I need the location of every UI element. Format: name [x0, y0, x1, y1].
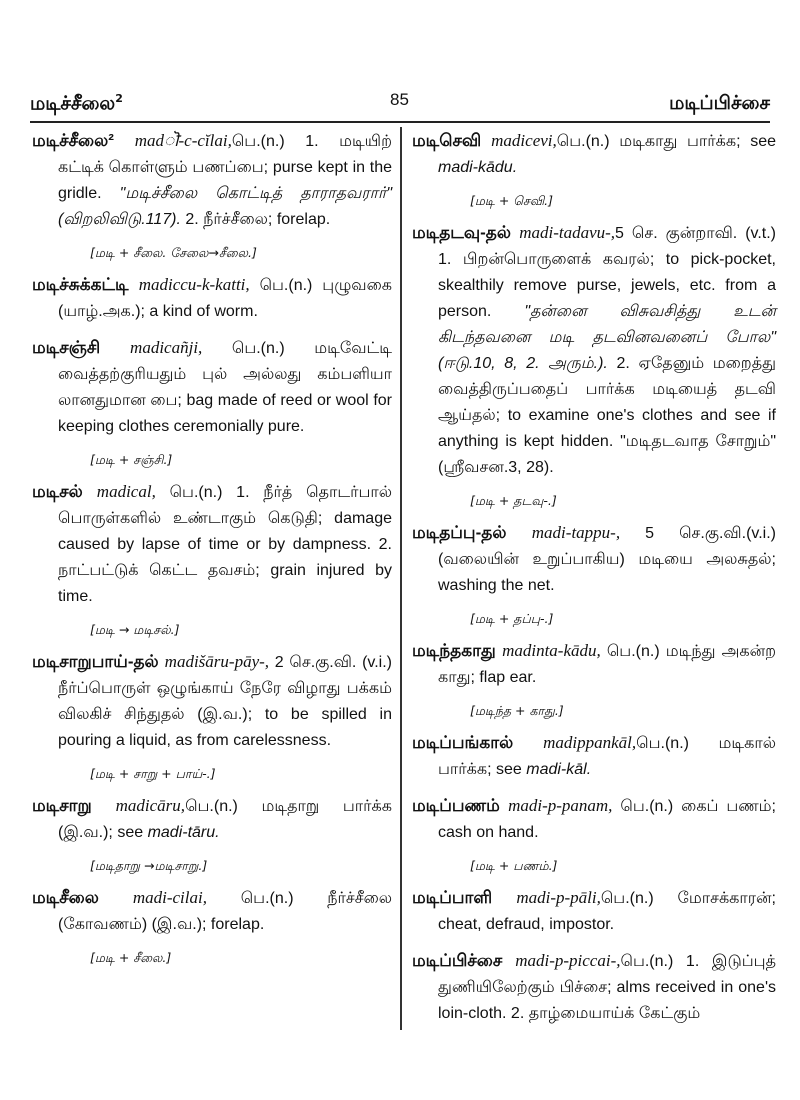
entry-quotation: madi-kāl.: [526, 761, 592, 778]
entry-definition: 5 செ. குன்றாவி. (v.t.) 1. பிறன்பொருளைக் கவரல்; to pick-pocket, skealthily remove purse, jewels, etc. from a person.: [438, 225, 776, 320]
column-divider: [400, 127, 402, 1030]
entry-transliteration: madi-p-piccai-,: [515, 951, 621, 970]
running-head-right: மடிப்பிச்சை: [669, 92, 770, 114]
dictionary-entry: [32, 479, 392, 610]
dictionary-entry: [412, 520, 776, 599]
entry-definition: பெ.(n.) புழுவகை (யாழ்.அக.); a kind of worm.: [58, 277, 392, 320]
dictionary-entry: [412, 220, 776, 481]
entry-headword: மடிசாறுபாய்-தல்: [32, 652, 165, 671]
entry-definition: பெ.(n.) மடிகாது பார்க்க; see: [556, 133, 776, 150]
entry-headword: மடிப்பாளி: [412, 888, 517, 907]
entry-definition: 5 செ.கு.வி.(v.i.) (வலையின் உறுப்பாகிய) மடியை அலசுதல்; washing the net.: [438, 525, 776, 594]
entry-transliteration: madicañji,: [130, 338, 203, 357]
entry-headword: மடிச்சீலை²: [32, 131, 135, 150]
entry-headword: மடிதடவு-தல்: [412, 223, 520, 242]
running-head-left: மடிச்சீலை$^2$: [30, 92, 123, 115]
entry-headword: மடிசெவி: [412, 131, 492, 150]
entry-quotation: madi-tāru.: [147, 824, 220, 841]
entry-transliteration: madi-p-panam,: [508, 796, 613, 815]
entry-etymology: [மடி + சஞ்சி.]: [90, 452, 173, 467]
dictionary-entry: [32, 885, 392, 938]
dictionary-entry: [32, 335, 392, 440]
entry-headword: மடிப்பணம்: [412, 796, 509, 815]
entry-definition: பெ.(n.) மடிதாறு பார்க்க (இ.வ.); see: [58, 798, 392, 841]
entry-definition: 2 செ.கு.வி. (v.i.) நீர்ப்பொருள் ஒழுங்காய் நேரே விழாது பக்கம் விலகிச் சிந்துதல் (இ.வ.); to be spilled in pouring a liquid, as from carelessness.: [58, 654, 392, 749]
right-column: [412, 118, 776, 1027]
entry-definition: பெ.(n.) கைப் பணம்; cash on hand.: [438, 798, 777, 841]
entry-definition-cont: 2. ஏதேனும் மறைத்து வைத்திருப்பதைப் பார்க்க மடியைத் தடவி ஆய்தல்; to examine one's clothes and see if anything is kept hidden. "மடிதடவாத சோறும்" (ஸ்ரீவசன.3, 28).: [438, 355, 776, 476]
dictionary-entry: [32, 128, 392, 233]
entry-transliteration: madicevi,: [491, 131, 557, 150]
entry-etymology: [மடி + செவி.]: [470, 193, 554, 208]
left-column: [32, 118, 392, 973]
entry-etymology: [மடி + சாறு + பாய்-.]: [90, 766, 216, 781]
entry-etymology: [மடி → மடிசல்.]: [90, 622, 180, 637]
entry-transliteration: madi-p-pāli,: [516, 888, 601, 907]
entry-etymology: [மடிதாறு →மடிசாறு.]: [90, 858, 208, 873]
dictionary-entry: [412, 128, 776, 181]
entry-headword: மடிப்பங்கால்: [412, 733, 544, 752]
entry-definition: பெ.(n.) 1. மடியிற் கட்டிக் கொள்ளும் பணப்பை; purse kept in the gridle.: [58, 133, 392, 202]
entry-headword: மடிச்சுக்கட்டி: [32, 275, 139, 294]
entry-definition: பெ.(n.) நீர்ச்சீலை (கோவணம்) (இ.வ.); forelap.: [58, 890, 393, 933]
entry-etymology: [மடிந்த + காது.]: [470, 703, 564, 718]
dictionary-entry: [412, 793, 776, 846]
entry-headword: மடிசாறு: [32, 796, 116, 815]
entry-transliteration: madinta-kādu,: [502, 641, 601, 660]
entry-quotation: "தன்னை விசுவசித்து உடன் கிடந்தவனை மடி தடவினவனைப் போல" (ஈடு.10, 8, 2. அரும்.).: [438, 303, 777, 372]
entry-transliteration: madॊ-c-cĭlai,: [134, 131, 232, 150]
entry-definition: பெ.(n.) 1. நீர்த் தொடர்பால் பொருள்களில் உண்டாகும் கெடுதி; damage caused by lapse of time or by dampness. 2. நாட்பட்டுக் கெட்ட தவசம்; grain injured by time.: [58, 484, 392, 605]
entry-transliteration: madi-tappu-,: [531, 523, 621, 542]
dictionary-entry: [412, 638, 776, 691]
dictionary-entry: [412, 948, 776, 1027]
entry-definition: பெ.(n.) 1. இடுப்புத் துணியிலேற்கும் பிச்சை; alms received in one's loin-cloth. 2. தாழ்மையாய்க் கேட்கும்: [438, 953, 776, 1022]
entry-definition: பெ.(n.) மடிவேட்டி வைத்தற்குரியதும் புல் அல்லது கம்பளியா லானதுமான பை; bag made of reed or wool for keeping clothes ceremonially pure.: [58, 340, 392, 435]
entry-transliteration: madišāru-pāy-,: [164, 652, 270, 671]
dictionary-entry: [412, 730, 776, 783]
entry-transliteration: madi-cilai,: [132, 888, 207, 907]
entry-quotation: "மடிச்சீலை கொட்டித் தாராதவரார்" (விறலிவிடு.117).: [58, 185, 393, 228]
entry-transliteration: madicāru,: [115, 796, 186, 815]
entry-transliteration: madippankāl,: [543, 733, 637, 752]
entry-headword: மடிப்பிச்சை: [412, 951, 516, 970]
entry-headword: மடிசல்: [32, 482, 97, 501]
entry-etymology: [மடி + சீலை. சேலை→சீலை.]: [90, 245, 257, 260]
entry-headword: மடிந்தகாது: [412, 641, 503, 660]
entry-etymology: [மடி + தடவு-.]: [470, 493, 557, 508]
dictionary-entry: [412, 885, 776, 938]
page-number: 85: [390, 90, 409, 109]
entry-headword: மடிசீலை: [32, 888, 133, 907]
entry-quotation: madi-kādu.: [438, 159, 518, 176]
dictionary-entry: [32, 649, 392, 754]
entry-definition: பெ.(n.) மடிகால் பார்க்க; see: [438, 735, 777, 778]
entry-headword: மடிதப்பு-தல்: [412, 523, 532, 542]
entry-transliteration: madi-tadavu-,: [519, 223, 616, 242]
entry-etymology: [மடி + சீலை.]: [90, 950, 172, 965]
entry-definition-cont: 2. நீர்ச்சீலை; forelap.: [180, 211, 331, 228]
entry-transliteration: madical,: [96, 482, 156, 501]
entry-headword: மடிசஞ்சி: [32, 338, 131, 357]
dictionary-entry: [32, 793, 392, 846]
entry-definition: பெ.(n.) மோசக்காரன்; cheat, defraud, impostor.: [438, 890, 776, 933]
dictionary-entry: [32, 272, 392, 325]
page-header: [30, 92, 770, 120]
entry-etymology: [மடி + பணம்.]: [470, 858, 558, 873]
entry-definition: பெ.(n.) மடிந்து அகன்ற காது; flap ear.: [438, 643, 776, 686]
entry-etymology: [மடி + தப்பு-.]: [470, 611, 554, 626]
entry-transliteration: madiccu-k-katti,: [138, 275, 250, 294]
